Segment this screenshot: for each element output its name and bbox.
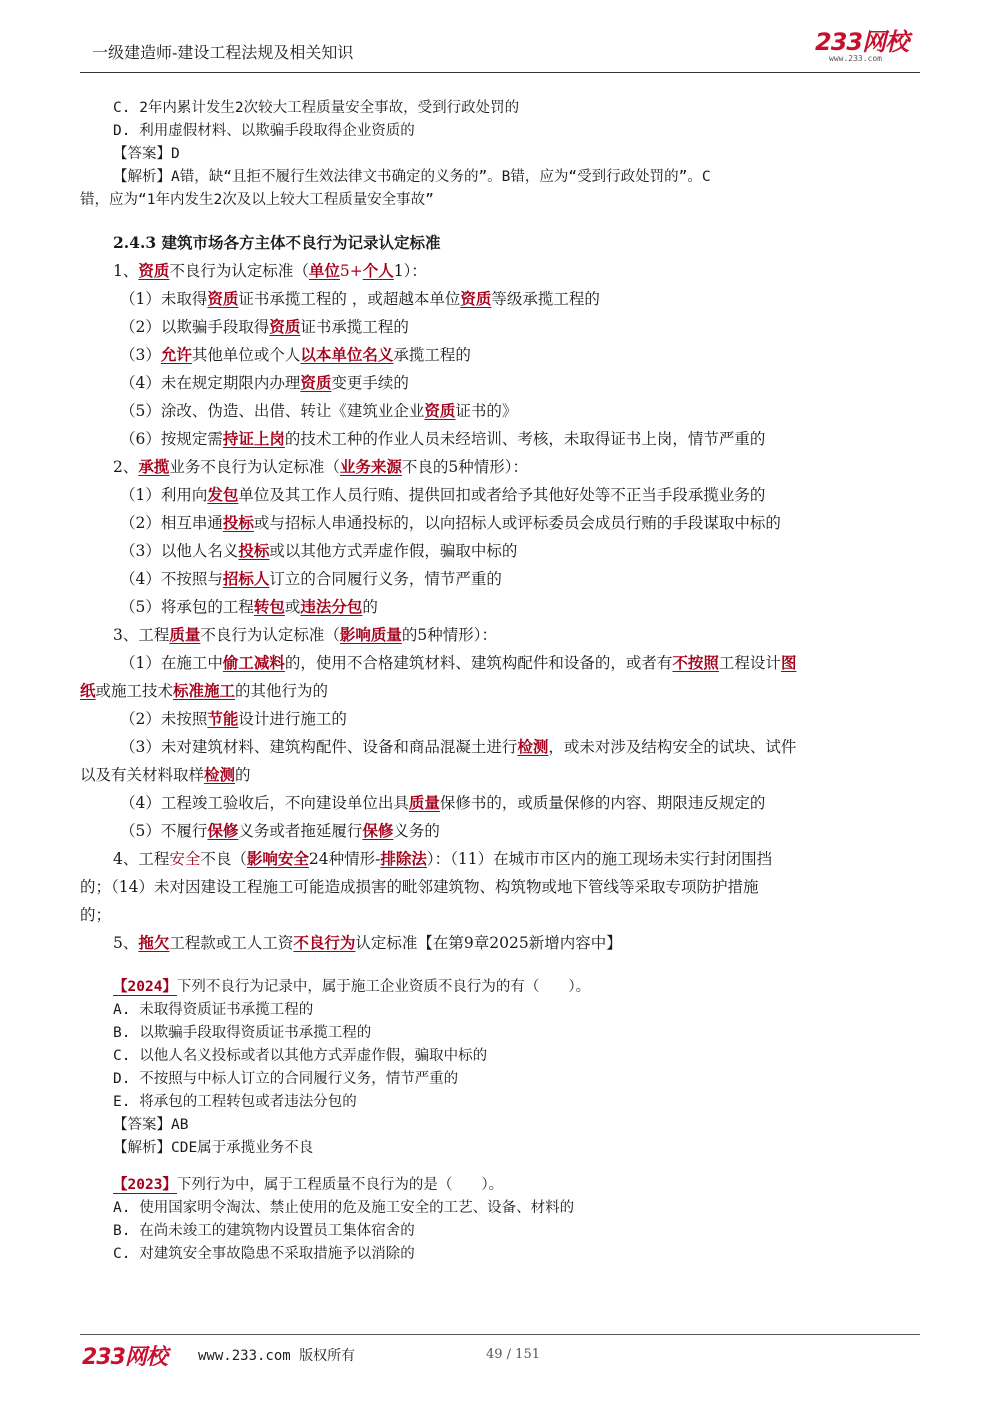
text: 变更手续的 <box>331 374 409 392</box>
text: （3）以他人名义 <box>120 542 239 560</box>
key-term: 单位 <box>308 261 340 280</box>
text: 或施工技术 <box>95 682 174 700</box>
text: 1、 <box>113 262 139 280</box>
key-term: 业务来源 <box>339 457 402 476</box>
criteria-4-line-1 <box>113 848 772 870</box>
answer: 【答案】D <box>113 146 180 162</box>
logo-url: www.233.com <box>829 54 882 63</box>
question-2024-option-c: C. 以他人名义投标或者以其他方式弄虚作假，骗取中标的 <box>113 1048 488 1064</box>
criteria-2-item-4 <box>120 568 502 590</box>
key-term: 个人 <box>362 261 394 280</box>
criteria-1-item-3 <box>120 344 471 366</box>
criteria-2-title <box>113 456 528 478</box>
criteria-4-line-2: 的；（14）未对因建设工程施工可能造成损害的毗邻建筑物、构筑物或地下管线等采取专项防护措施 <box>80 878 759 896</box>
key-term: 不良行为 <box>293 933 356 952</box>
page-number: 49 / 151 <box>486 1347 540 1362</box>
key-term: 拖欠 <box>138 933 170 952</box>
criteria-3-title <box>113 624 497 646</box>
text: 下列不良行为记录中，属于施工企业资质不良行为的有（ ）。 <box>176 979 591 995</box>
criteria-2-item-3 <box>120 540 517 562</box>
text: 5+ <box>339 262 363 280</box>
text: 认定标准【在第9章2025新增内容中】 <box>355 934 622 952</box>
key-term: 资质 <box>460 289 492 308</box>
text: 下列行为中，属于工程质量不良行为的是（ ）。 <box>176 1177 504 1193</box>
text: 其他单位或个人 <box>191 346 301 364</box>
text: ，或未对涉及结构安全的试块、试件 <box>548 738 797 756</box>
key-term: 质量 <box>169 625 201 644</box>
year-tag: 【2024】 <box>113 979 177 995</box>
criteria-1-item-1 <box>120 288 600 310</box>
text: 等级承揽工程的 <box>491 290 600 308</box>
key-term: 资质 <box>269 317 301 336</box>
key-term: 资质 <box>138 261 170 280</box>
text: （3） <box>120 346 161 364</box>
key-term: 质量 <box>408 793 440 812</box>
text: 以及有关材料取样 <box>80 766 205 784</box>
text: （4）工程竣工验收后，不向建设单位出具 <box>120 794 409 812</box>
text: 或 <box>284 598 301 616</box>
key-term: 保修 <box>362 821 394 840</box>
text: 证书承揽工程的 ，或超越本单位 <box>238 290 461 308</box>
text: （4）不按照与 <box>120 570 223 588</box>
key-term: 标准施工 <box>173 681 236 700</box>
text: ）：（11）在城市市区内的施工现场未实行封闭围挡 <box>426 850 773 868</box>
key-term: 投标 <box>222 513 254 532</box>
key-term: 资质 <box>424 401 456 420</box>
text: 承揽工程的 <box>393 346 471 364</box>
text: （5）将承包的工程 <box>120 598 254 616</box>
text: （2）相互串通 <box>120 514 223 532</box>
question-2023-stem <box>113 1174 503 1196</box>
text: （5）涂改、伪造、出借、转让《建筑业企业 <box>120 402 425 420</box>
text: 的其他行为的 <box>235 682 329 700</box>
criteria-2-item-2 <box>120 512 781 534</box>
text: 保修书的，或质量保修的内容、期限违反规定的 <box>439 794 766 812</box>
text: 的，使用不合格建筑材料、建筑构配件和设备的，或者有 <box>284 654 673 672</box>
criteria-1-item-4 <box>120 372 409 394</box>
text: 单位及其工作人员行贿、提供回扣或者给予其他好处等不正当手段承揽业务的 <box>238 486 766 504</box>
key-term: 安全 <box>169 850 201 868</box>
document-header-title: 一级建造师-建设工程法规及相关知识 <box>92 43 354 62</box>
text: 不良的5种情形）： <box>401 458 529 476</box>
criteria-1-title <box>113 260 427 282</box>
text: 义务或者拖延履行 <box>238 822 363 840</box>
text: （4）未在规定期限内办理 <box>120 374 301 392</box>
text: （6）按规定需 <box>120 430 223 448</box>
text: 2、 <box>113 458 139 476</box>
text: 设计进行施工的 <box>238 710 347 728</box>
criteria-3-item-1-cont <box>80 680 328 702</box>
criteria-2-item-1 <box>120 484 765 506</box>
criteria-1-item-5 <box>120 400 517 422</box>
criteria-2-item-5 <box>120 596 378 618</box>
text: 4、工程 <box>113 850 170 868</box>
text: （2）以欺骗手段取得 <box>120 318 270 336</box>
text: 义务的 <box>393 822 440 840</box>
criteria-1-item-2 <box>120 316 409 338</box>
text: 不良行为认定标准（ <box>169 262 309 280</box>
section-heading: 2.4.3 建筑市场各方主体不良行为记录认定标准 <box>113 233 441 252</box>
criteria-1-item-6 <box>120 428 765 450</box>
text: 不良行为认定标准（ <box>200 626 340 644</box>
question-2024-option-d: D. 不按照与中标人订立的合同履行义务，情节严重的 <box>113 1071 459 1087</box>
text: 工程设计 <box>718 654 781 672</box>
criteria-3-item-5 <box>120 820 440 842</box>
footer-logo: 233网校 <box>82 1345 167 1370</box>
question-2024-option-b: B. 以欺骗手段取得资质证书承揽工程的 <box>113 1025 372 1041</box>
brand-logo <box>815 30 925 64</box>
question-2024-option-e: E. 将承包的工程转包或者违法分包的 <box>113 1094 357 1110</box>
text: （5）不履行 <box>120 822 208 840</box>
question-2024-stem <box>113 976 590 998</box>
key-term: 以本单位名义 <box>300 345 394 364</box>
key-term: 投标 <box>238 541 270 560</box>
text: 的5种情形）： <box>401 626 498 644</box>
key-term: 招标人 <box>222 569 270 588</box>
question-2023-option-b: B. 在尚未竣工的建筑物内设置员工集体宿舍的 <box>113 1223 415 1239</box>
text: 订立的合同履行义务，情节严重的 <box>269 570 502 588</box>
criteria-3-item-4 <box>120 792 765 814</box>
option-c: C. 2年内累计发生2次较大工程质量安全事故，受到行政处罚的 <box>113 100 520 116</box>
text: 的 <box>235 766 251 784</box>
key-term: 允许 <box>160 345 192 364</box>
key-term: 发包 <box>207 485 239 504</box>
text: 或以其他方式弄虚作假，骗取中标的 <box>269 542 518 560</box>
footer-divider <box>80 1334 920 1335</box>
text: （1）未取得 <box>120 290 208 308</box>
text: 业务不良行为认定标准（ <box>169 458 340 476</box>
criteria-3-item-2 <box>120 708 347 730</box>
key-term: 承揽 <box>138 457 170 476</box>
key-term: 图 <box>780 653 797 672</box>
text: 24种情形- <box>308 850 381 868</box>
logo-text: 233网校 <box>815 28 909 56</box>
text: 不良（ <box>200 850 247 868</box>
text: 3、工程 <box>113 626 170 644</box>
header-divider <box>80 72 920 73</box>
text: 证书的》 <box>455 402 518 420</box>
key-term: 影响安全 <box>246 849 309 868</box>
key-term: 偷工减料 <box>222 653 285 672</box>
text: （3）未对建筑材料、建筑构配件、设备和商品混凝土进行 <box>120 738 518 756</box>
criteria-5-title <box>113 932 622 954</box>
key-term: 违法分包 <box>300 597 363 616</box>
analysis-line-1: 【解析】A错，缺“且拒不履行生效法律文书确定的义务的”。B错，应为“受到行政处罚的”。C <box>113 169 711 185</box>
key-term: 影响质量 <box>339 625 402 644</box>
criteria-4-line-3: 的； <box>80 906 112 924</box>
key-term: 资质 <box>300 373 332 392</box>
key-term: 排除法 <box>380 849 427 868</box>
footer-copyright: www.233.com 版权所有 <box>198 1348 356 1364</box>
option-d: D. 利用虚假材料、以欺骗手段取得企业资质的 <box>113 123 415 139</box>
key-term: 保修 <box>207 821 239 840</box>
text: （1）在施工中 <box>120 654 223 672</box>
text: 的 <box>362 598 378 616</box>
key-term: 节能 <box>207 709 239 728</box>
key-term: 纸 <box>80 681 96 700</box>
question-2023-option-a: A. 使用国家明令淘汰、禁止使用的危及施工安全的工艺、设备、材料的 <box>113 1200 575 1216</box>
key-term: 持证上岗 <box>222 429 285 448</box>
analysis-line-2: 错，应为“1年内发生2次及以上较大工程质量安全事故” <box>80 192 434 208</box>
criteria-3-item-3 <box>120 736 796 758</box>
text: 1）： <box>393 262 427 280</box>
question-2024-analysis: 【解析】CDE属于承揽业务不良 <box>113 1140 314 1156</box>
text: （2）未按照 <box>120 710 208 728</box>
text: 的技术工种的作业人员未经培训、考核，未取得证书上岗，情节严重的 <box>284 430 766 448</box>
text: 或与招标人串通投标的，以向招标人或评标委员会成员行贿的手段谋取中标的 <box>253 514 781 532</box>
question-2024-answer: 【答案】AB <box>113 1117 189 1133</box>
question-2024-option-a: A. 未取得资质证书承揽工程的 <box>113 1002 314 1018</box>
key-term: 资质 <box>207 289 239 308</box>
key-term: 检测 <box>204 765 236 784</box>
text: 证书承揽工程的 <box>300 318 409 336</box>
year-tag: 【2023】 <box>113 1177 177 1193</box>
text: （1）利用向 <box>120 486 208 504</box>
key-term: 不按照 <box>672 653 719 672</box>
key-term: 转包 <box>253 597 285 616</box>
criteria-3-item-1 <box>120 652 796 674</box>
text: 5、 <box>113 934 139 952</box>
text: 工程款或工人工资 <box>169 934 294 952</box>
question-2023-option-c: C. 对建筑安全事故隐患不采取措施予以消除的 <box>113 1246 415 1262</box>
criteria-3-item-3-cont <box>80 764 251 786</box>
key-term: 检测 <box>517 737 549 756</box>
